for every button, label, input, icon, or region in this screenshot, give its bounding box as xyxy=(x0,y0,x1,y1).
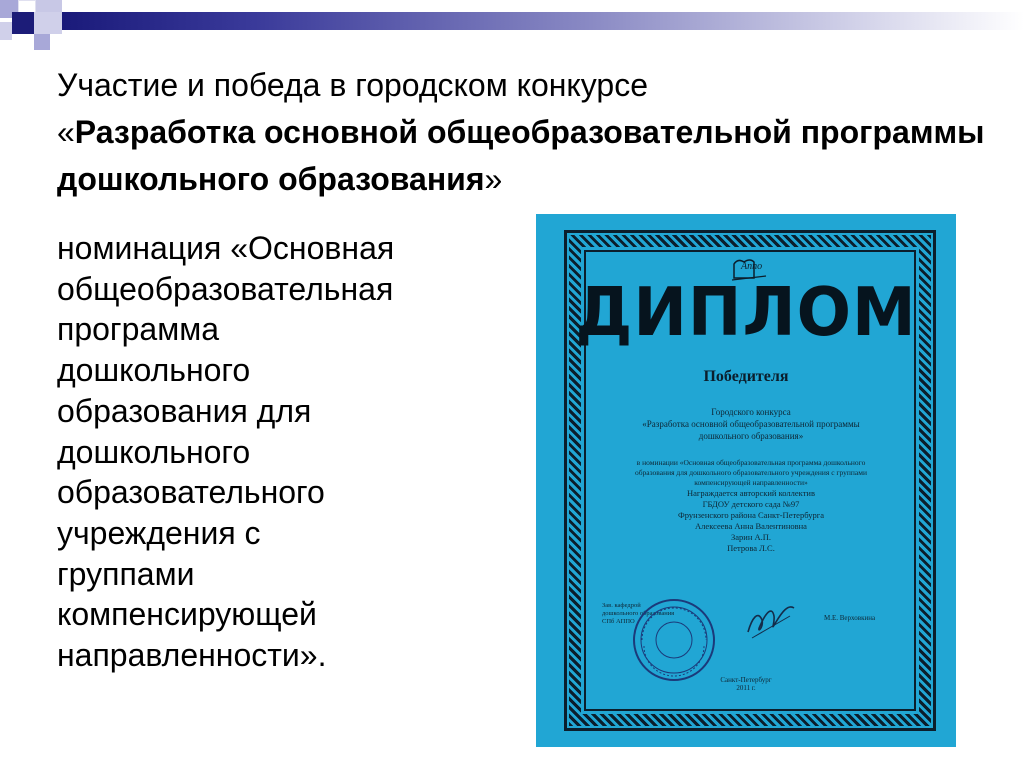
header-gradient-bar xyxy=(62,12,1024,30)
nomination-line: компенсирующей направленности» xyxy=(694,478,808,487)
diploma-team xyxy=(592,488,910,554)
body-line: программа xyxy=(57,311,219,348)
contest-line: дошкольного образования» xyxy=(698,431,804,441)
body-line: образования для xyxy=(57,392,312,429)
place-line: 2011 г. xyxy=(736,684,756,692)
place-line: Санкт-Петербург xyxy=(720,676,772,684)
diploma-heading: ДИПЛОМ xyxy=(575,274,917,352)
body-line: номинация «Основная xyxy=(57,230,395,266)
slide-title xyxy=(57,62,997,203)
quote-open: « xyxy=(57,114,75,150)
contest-line: «Разработка основной общеобразовательной программы xyxy=(642,419,860,429)
logo-text: Аппо xyxy=(741,261,763,272)
title-bold-text: Разработка основной общеобразовательной программы дошкольного образования xyxy=(57,114,985,197)
title-line-plain: Участие и победа в городском конкурсе xyxy=(57,67,649,103)
signer-left-line: СПб АППО xyxy=(602,618,635,625)
decor-square xyxy=(36,0,62,12)
body-line: дошкольного xyxy=(57,433,251,470)
title-line-bold xyxy=(57,109,997,203)
stamp-seal-icon xyxy=(628,594,720,686)
diploma-nomination xyxy=(592,458,910,488)
body-line: группами xyxy=(57,555,195,592)
decor-square xyxy=(34,12,62,34)
decor-square xyxy=(0,22,12,40)
decor-square xyxy=(12,12,34,34)
signer-right: М.Е. Верховкина xyxy=(824,614,876,622)
body-line: дошкольного xyxy=(57,352,251,389)
team-line: Зарин А.П. xyxy=(730,532,772,542)
team-line: ГБДОУ детского сада №97 xyxy=(702,499,800,509)
diploma-image xyxy=(536,214,956,747)
team-line: Награждается авторский коллектив xyxy=(687,488,815,498)
body-line: направленности». xyxy=(57,637,327,674)
body-line: образовательного xyxy=(57,474,325,511)
diploma-place xyxy=(536,676,956,692)
quote-close: » xyxy=(484,161,503,197)
team-line: Петрова Л.С. xyxy=(727,543,775,553)
body-line: учреждения с xyxy=(57,514,261,551)
team-line: Фрунзенского района Санкт-Петербурга xyxy=(678,510,824,520)
body-line: компенсирующей xyxy=(57,596,317,633)
nomination-line: в номинации «Основная общеобразовательная программа дошкольного xyxy=(636,458,866,467)
body-line: общеобразовательная xyxy=(57,270,394,307)
decor-square xyxy=(34,34,50,50)
nomination-line: образования для дошкольного образовательного учреждения с группами xyxy=(634,468,868,477)
diploma-contest xyxy=(592,406,910,442)
signer-left-line: Зав. кафедрой xyxy=(602,602,641,609)
signer-left-line: дошкольного образования xyxy=(602,610,675,617)
team-line: Алексеева Анна Валентиновна xyxy=(695,521,807,531)
signature-icon xyxy=(742,598,802,642)
diploma-subheading: Победителя xyxy=(703,368,789,385)
slide-body xyxy=(57,228,497,676)
contest-line: Городского конкурса xyxy=(711,407,791,417)
